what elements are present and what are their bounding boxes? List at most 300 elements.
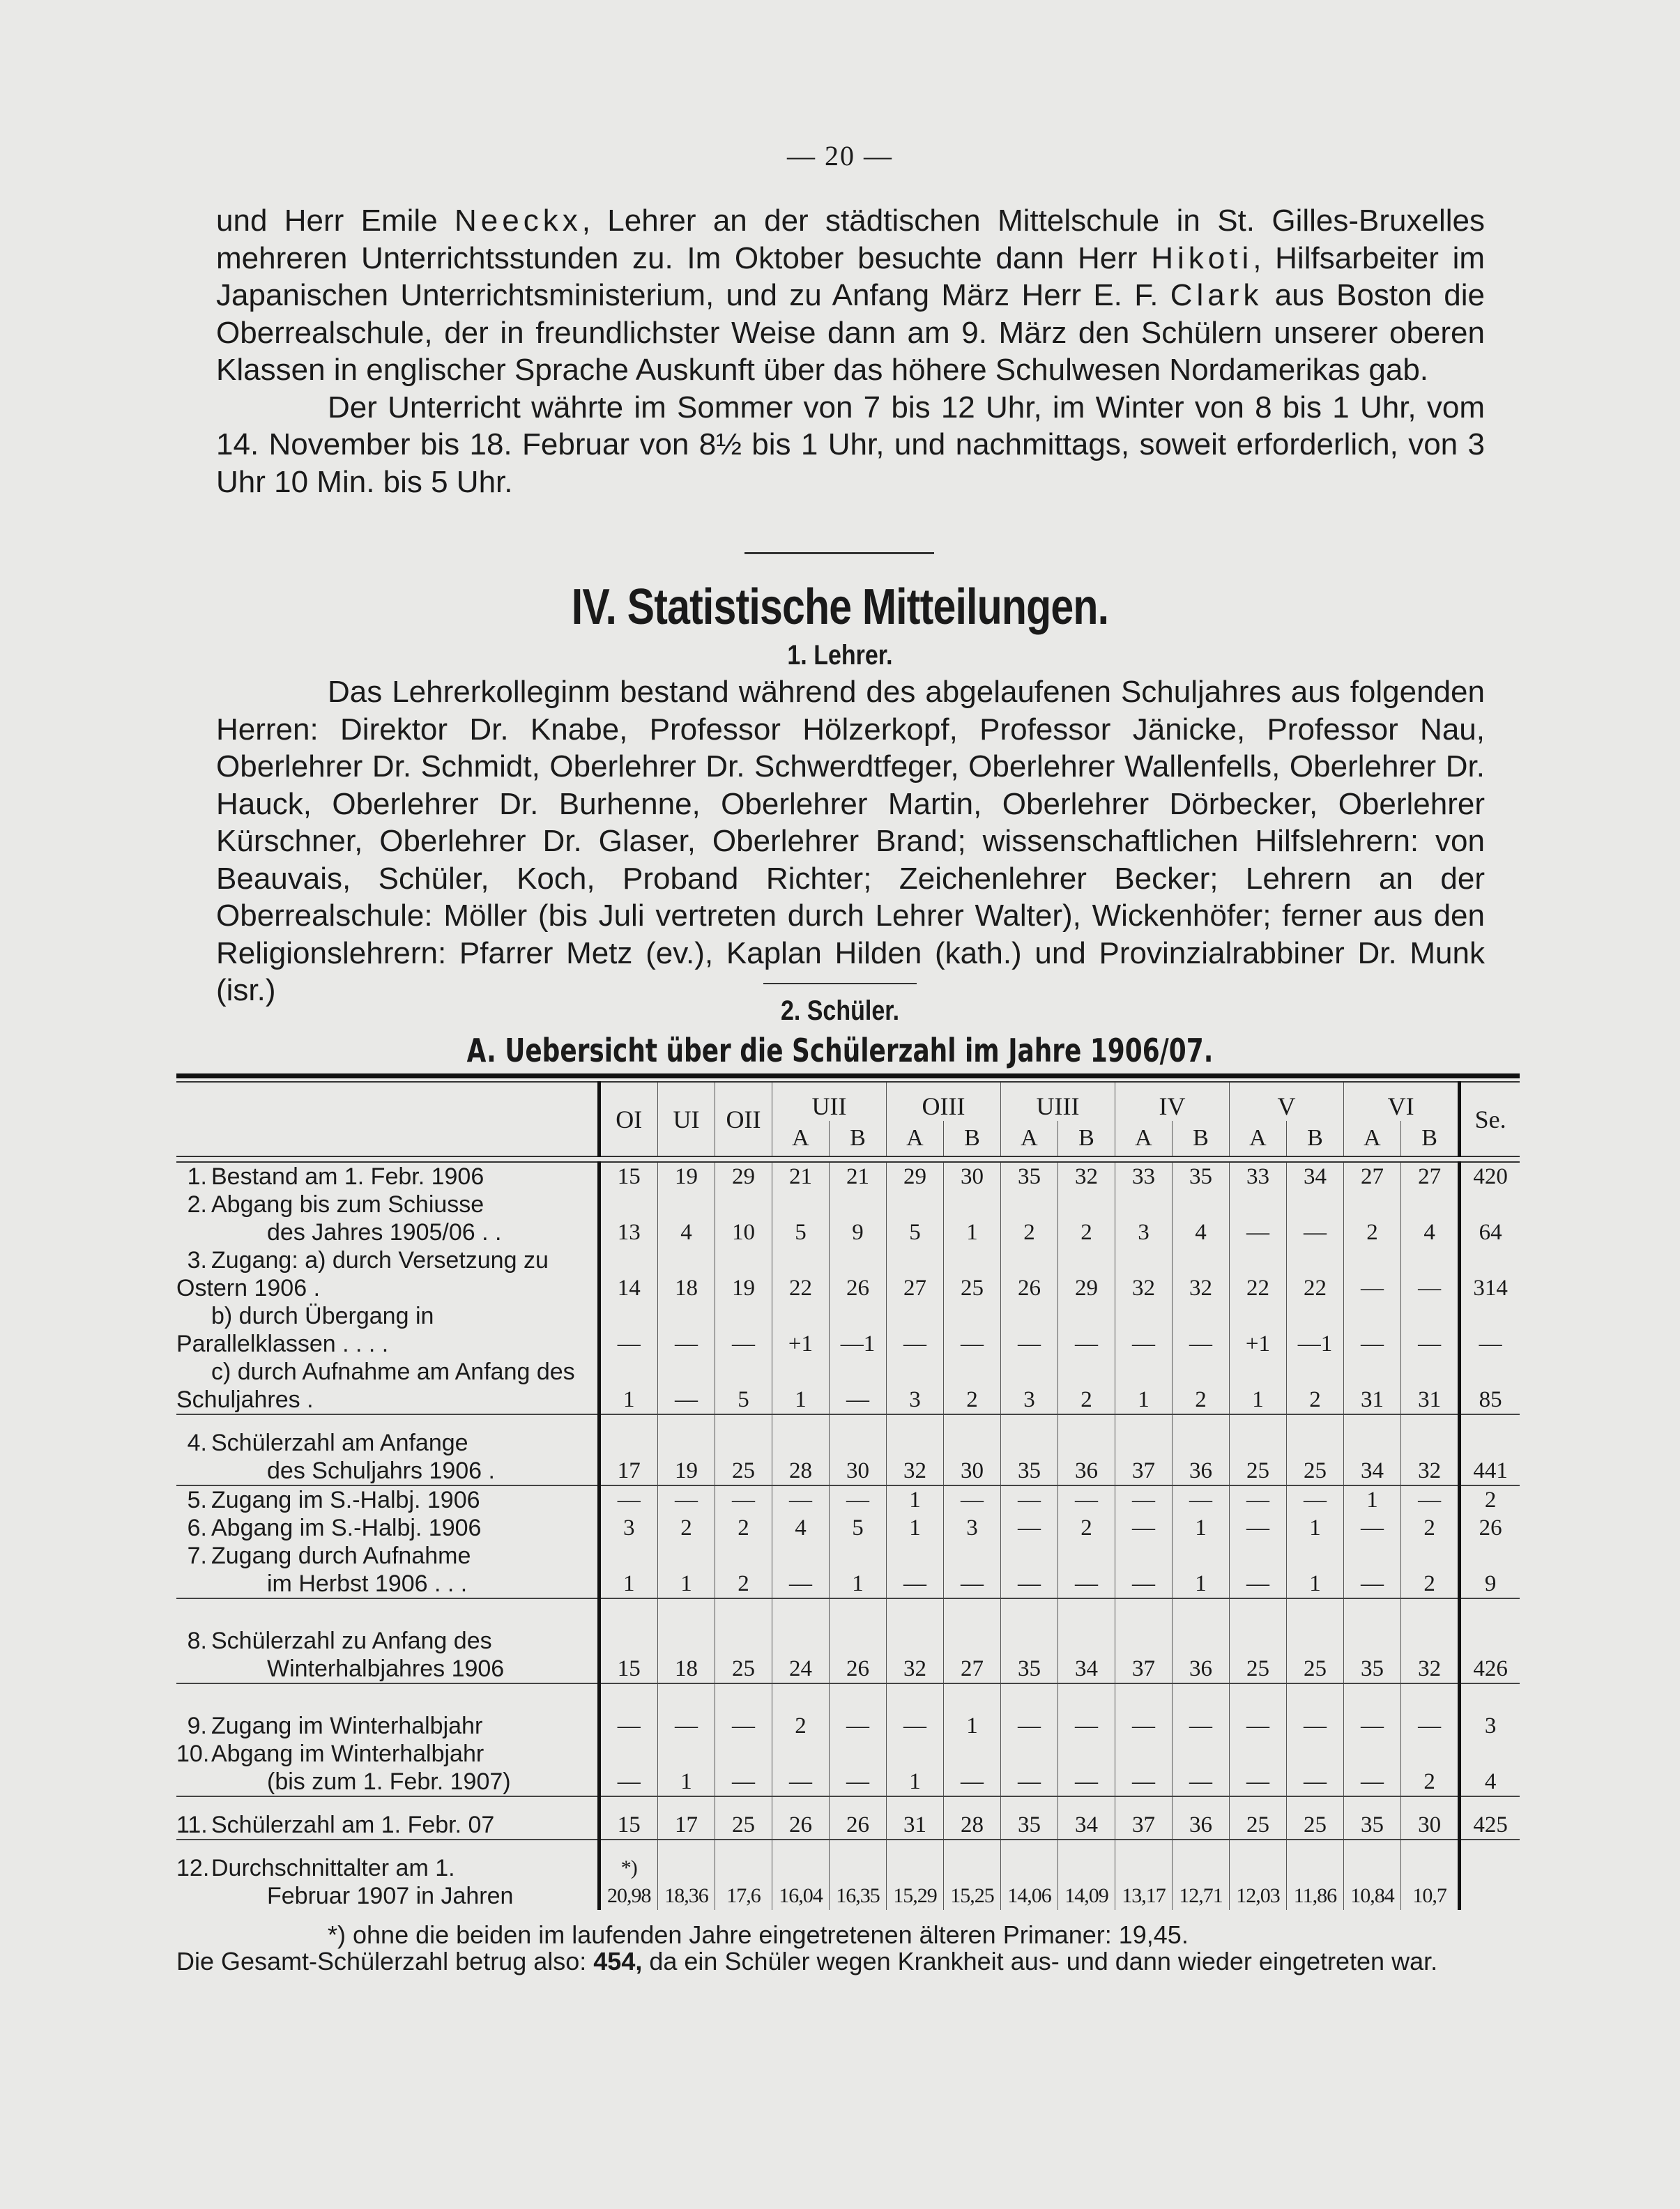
value-cell: 1 <box>599 1358 657 1414</box>
row-number: 3. <box>187 1247 207 1274</box>
value-cell: 16,04 <box>772 1840 829 1910</box>
value-cell: 12,03 <box>1229 1840 1286 1910</box>
class-header-ui: UI <box>657 1082 715 1156</box>
value-cell: 2 <box>1057 1191 1115 1246</box>
row-label <box>176 1542 599 1598</box>
value-cell: — <box>1400 1485 1459 1514</box>
section-divider <box>744 552 934 554</box>
value-cell: 31 <box>886 1796 943 1840</box>
value-cell: 31 <box>1400 1358 1459 1414</box>
value-cell: 32 <box>1057 1162 1115 1191</box>
value-cell: — <box>886 1302 943 1358</box>
spaced-name: Hikoti <box>1151 240 1253 275</box>
value-cell: — <box>829 1485 886 1514</box>
value-cell: — <box>886 1683 943 1740</box>
value-cell: 17,6 <box>715 1840 772 1910</box>
spaced-name: Neeckx <box>455 204 582 238</box>
value-cell: 10 <box>715 1191 772 1246</box>
value-cell: — <box>1172 1740 1229 1796</box>
subclass-header: B <box>1400 1121 1459 1156</box>
value-cell: 14,09 <box>1057 1840 1115 1910</box>
value-cell: 3 <box>599 1514 657 1542</box>
table-body <box>176 1162 1520 1910</box>
intro-paragraph-2: Der Unterricht währte im Sommer von 7 bis 12 Uhr, im Winter von 8 bis 1 Uhr, vom 14. November bis 18. Februar von 8½ bis 1 Uhr, und nachmittags, soweit erforderlich, von 3 Uhr 10 Min. bis 5 Uhr. <box>216 390 1485 499</box>
value-cell: — <box>715 1485 772 1514</box>
text-run: aus Boston die Oberrealschule, der in freundlichster Weise dann am 9. März den Schülern unserer oberen Klassen in englischer Sprache Auskunft über das höhere Schulwesen Nordamerikas gab. <box>216 278 1485 387</box>
value-cell: 1 <box>886 1485 943 1514</box>
value-cell: 3 <box>886 1358 943 1414</box>
value-cell: 2 <box>715 1542 772 1598</box>
class-header-oiii: OIII <box>886 1082 1000 1121</box>
value-cell: 30 <box>829 1414 886 1485</box>
value-cell: — <box>1229 1191 1286 1246</box>
value-cell: 5 <box>715 1358 772 1414</box>
table-row <box>176 1414 1520 1485</box>
value-cell: — <box>772 1740 829 1796</box>
value-cell: 21 <box>829 1162 886 1191</box>
row-label-line: Zugang im Winterhalbjahr <box>211 1713 483 1739</box>
value-cell: 34 <box>1057 1796 1115 1840</box>
value-cell: — <box>1343 1246 1400 1302</box>
value-cell: — <box>1229 1514 1286 1542</box>
row-label-line: Abgang bis zum Schiusse <box>211 1191 484 1218</box>
row-label-line: des Schuljahrs 1906 . <box>267 1458 495 1484</box>
value-cell: — <box>829 1740 886 1796</box>
value-cell: — <box>829 1683 886 1740</box>
value-cell: 18,36 <box>657 1840 715 1910</box>
value-cell: — <box>772 1485 829 1514</box>
value-cell: — <box>1343 1302 1400 1358</box>
value-cell: 29 <box>1057 1246 1115 1302</box>
table-row <box>176 1683 1520 1740</box>
value-cell: 25 <box>1229 1414 1286 1485</box>
value-cell: 34 <box>1286 1162 1343 1191</box>
value-cell: — <box>1115 1683 1172 1740</box>
value-cell: 1 <box>1115 1358 1172 1414</box>
value-cell: 1 <box>772 1358 829 1414</box>
value-cell: — <box>1400 1246 1459 1302</box>
row-label-line: Februar 1907 in Jahren <box>267 1883 514 1909</box>
value-cell: — <box>1000 1542 1057 1598</box>
subclass-header: A <box>772 1121 829 1156</box>
value-cell: 33 <box>1229 1162 1286 1191</box>
value-cell: 2 <box>1400 1740 1459 1796</box>
subclass-header: A <box>886 1121 943 1156</box>
value-cell: 32 <box>1172 1246 1229 1302</box>
subclass-header: A <box>1000 1121 1057 1156</box>
value-cell: 2 <box>657 1514 715 1542</box>
spaced-name: Clark <box>1170 278 1263 312</box>
subclass-header: B <box>1286 1121 1343 1156</box>
value-cell: 19 <box>715 1246 772 1302</box>
row-label <box>176 1246 599 1302</box>
value-cell: 16,35 <box>829 1840 886 1910</box>
value-cell: 32 <box>886 1414 943 1485</box>
text-run: , Lehrer an der städtischen Mittelschule in St. Gilles-Bruxelles mehreren Unterrichtsstunden zu. Im Oktober besuchte dann Herr <box>216 204 1485 275</box>
total-cell: — <box>1460 1302 1520 1358</box>
value-cell: 1 <box>1343 1485 1400 1514</box>
value-cell: — <box>1000 1740 1057 1796</box>
row-number: 11. <box>176 1812 208 1838</box>
row-number: 2. <box>187 1191 207 1218</box>
value-cell: 1 <box>657 1542 715 1598</box>
class-header-uiii: UIII <box>1000 1082 1115 1121</box>
value-cell: 2 <box>1400 1514 1459 1542</box>
value-cell: 25 <box>715 1796 772 1840</box>
value-cell: 3 <box>943 1514 1000 1542</box>
text-run: , Hilfsarbeiter im Japanischen Unterrichtsministerium, und zu Anfang März Herr E. F. <box>216 240 1485 312</box>
value-cell: 24 <box>772 1598 829 1683</box>
value-cell: — <box>1229 1683 1286 1740</box>
value-cell: 35 <box>1000 1414 1057 1485</box>
value-cell: 10,84 <box>1343 1840 1400 1910</box>
value-cell: — <box>1343 1740 1400 1796</box>
subclass-header: B <box>829 1121 886 1156</box>
class-header-v: V <box>1229 1082 1343 1121</box>
value-cell: 2 <box>1343 1191 1400 1246</box>
total-value: 454, <box>593 1947 643 1975</box>
value-cell: 15 <box>599 1162 657 1191</box>
value-cell: 4 <box>1172 1191 1229 1246</box>
subsection-divider <box>763 983 917 984</box>
table-row <box>176 1162 1520 1191</box>
value-cell: — <box>1115 1485 1172 1514</box>
value-cell: — <box>599 1683 657 1740</box>
table-row <box>176 1796 1520 1840</box>
table-row <box>176 1740 1520 1796</box>
value-cell: — <box>1172 1302 1229 1358</box>
total-cell <box>1460 1840 1520 1910</box>
header-label-blank <box>176 1082 599 1156</box>
value-cell: 19 <box>657 1162 715 1191</box>
value-cell: 17 <box>657 1796 715 1840</box>
value-cell: 26 <box>772 1796 829 1840</box>
value-cell: 35 <box>1343 1796 1400 1840</box>
row-label <box>176 1840 599 1910</box>
value-cell: 27 <box>886 1246 943 1302</box>
value-cell: 36 <box>1172 1796 1229 1840</box>
row-label-line: (bis zum 1. Febr. 1907) <box>267 1768 511 1795</box>
value-cell: — <box>1057 1740 1115 1796</box>
footnote-total <box>176 1947 1437 1976</box>
value-cell: — <box>1229 1740 1286 1796</box>
total-cell: 85 <box>1460 1358 1520 1414</box>
value-cell: 12,71 <box>1172 1840 1229 1910</box>
value-cell: 2 <box>1000 1191 1057 1246</box>
total-cell: 9 <box>1460 1542 1520 1598</box>
row-label-line: Abgang im S.-Halbj. 1906 <box>211 1515 482 1541</box>
value-cell: 27 <box>1400 1162 1459 1191</box>
value-cell: 22 <box>772 1246 829 1302</box>
value-cell: — <box>1000 1302 1057 1358</box>
value-cell: — <box>657 1302 715 1358</box>
value-cell: 25 <box>1286 1796 1343 1840</box>
total-cell: 426 <box>1460 1598 1520 1683</box>
lehrer-heading: 1. Lehrer. <box>787 640 893 671</box>
value-cell: 25 <box>943 1246 1000 1302</box>
value-cell: 31 <box>1343 1358 1400 1414</box>
row-label-line: Bestand am 1. Febr. 1906 <box>211 1163 484 1190</box>
row-label <box>176 1358 599 1414</box>
value-cell: 2 <box>1286 1358 1343 1414</box>
value-cell: 1 <box>599 1542 657 1598</box>
row-number: 9. <box>187 1713 207 1739</box>
value-cell: — <box>829 1358 886 1414</box>
value-cell: 15 <box>599 1796 657 1840</box>
value-cell: 34 <box>1057 1598 1115 1683</box>
value-cell: 30 <box>943 1414 1000 1485</box>
table-row <box>176 1302 1520 1358</box>
value-cell: +1 <box>1229 1302 1286 1358</box>
row-label-line: Zugang durch Aufnahme <box>211 1543 471 1569</box>
row-number: 7. <box>187 1543 207 1569</box>
value-cell: 14 <box>599 1246 657 1302</box>
value-cell: — <box>1115 1542 1172 1598</box>
value-cell: — <box>1000 1514 1057 1542</box>
footnote-age: *) ohne die beiden im laufenden Jahre eingetretenen älteren Primaner: 19,45. <box>328 1920 1189 1949</box>
value-cell: 29 <box>886 1162 943 1191</box>
row-label <box>176 1683 599 1740</box>
table-row <box>176 1485 1520 1514</box>
value-cell: — <box>1115 1302 1172 1358</box>
table-row <box>176 1598 1520 1683</box>
value-cell: 19 <box>657 1414 715 1485</box>
class-header-iv: IV <box>1115 1082 1229 1121</box>
value-cell: — <box>943 1485 1000 1514</box>
value-cell: 32 <box>886 1598 943 1683</box>
value-cell: 13,17 <box>1115 1840 1172 1910</box>
total-header: Se. <box>1460 1082 1520 1156</box>
total-cell: 2 <box>1460 1485 1520 1514</box>
value-cell: — <box>1172 1683 1229 1740</box>
value-cell: 9 <box>829 1191 886 1246</box>
value-cell: 3 <box>1115 1191 1172 1246</box>
row-label-line: Schülerzahl zu Anfang des <box>211 1628 492 1654</box>
value-cell: 30 <box>1400 1796 1459 1840</box>
value-cell: — <box>1057 1302 1115 1358</box>
total-cell: 64 <box>1460 1191 1520 1246</box>
value-cell: 5 <box>772 1191 829 1246</box>
row-label <box>176 1740 599 1796</box>
schueler-heading: 2. Schüler. <box>780 995 900 1026</box>
value-cell: — <box>599 1302 657 1358</box>
table-row <box>176 1514 1520 1542</box>
value-cell: 3 <box>1000 1358 1057 1414</box>
value-cell: — <box>1115 1514 1172 1542</box>
value-cell: — <box>1286 1191 1343 1246</box>
value-cell: *) 20,98 <box>599 1840 657 1910</box>
row-number: 1. <box>187 1163 207 1190</box>
value-cell: — <box>1229 1485 1286 1514</box>
table-row <box>176 1246 1520 1302</box>
subclass-header: B <box>1057 1121 1115 1156</box>
lehrer-text <box>216 673 1485 1009</box>
table-row <box>176 1358 1520 1414</box>
value-cell: 14,06 <box>1000 1840 1057 1910</box>
row-label-line: b) durch Übergang in Parallelklassen . . . . <box>176 1303 434 1357</box>
value-cell: — <box>1057 1485 1115 1514</box>
row-label <box>176 1485 599 1514</box>
value-cell: 18 <box>657 1246 715 1302</box>
value-cell: 37 <box>1115 1796 1172 1840</box>
value-cell: — <box>1286 1740 1343 1796</box>
class-header-oi: OI <box>599 1082 657 1156</box>
value-cell: 4 <box>657 1191 715 1246</box>
total-cell: 314 <box>1460 1246 1520 1302</box>
value-cell: — <box>1400 1302 1459 1358</box>
value-cell: — <box>599 1485 657 1514</box>
value-cell: 10,7 <box>1400 1840 1459 1910</box>
class-header-oii: OII <box>715 1082 772 1156</box>
subclass-header: A <box>1229 1121 1286 1156</box>
value-cell: 1 <box>1172 1542 1229 1598</box>
table-row <box>176 1191 1520 1246</box>
value-cell: 1 <box>943 1191 1000 1246</box>
value-cell: 36 <box>1172 1598 1229 1683</box>
subclass-header: B <box>1172 1121 1229 1156</box>
table-top-rule <box>176 1076 1520 1083</box>
value-cell: 22 <box>1286 1246 1343 1302</box>
value-cell: — <box>943 1740 1000 1796</box>
subclass-header: A <box>1343 1121 1400 1156</box>
value-cell: 1 <box>1172 1514 1229 1542</box>
row-label <box>176 1598 599 1683</box>
value-cell: 1 <box>1286 1542 1343 1598</box>
total-prefix: Die Gesamt-Schülerzahl betrug also: <box>176 1947 594 1975</box>
value-cell: — <box>772 1542 829 1598</box>
row-label <box>176 1302 599 1358</box>
value-cell: 25 <box>715 1414 772 1485</box>
row-label-line: Zugang im S.-Halbj. 1906 <box>211 1487 480 1513</box>
value-cell: 1 <box>943 1683 1000 1740</box>
value-cell: — <box>1000 1683 1057 1740</box>
value-cell: 1 <box>886 1514 943 1542</box>
value-cell: — <box>1229 1542 1286 1598</box>
row-label-line: Schülerzahl am Anfange <box>211 1430 468 1456</box>
value-cell: — <box>1400 1683 1459 1740</box>
value-cell: — <box>1115 1740 1172 1796</box>
value-cell: 2 <box>1057 1358 1115 1414</box>
value-cell: 37 <box>1115 1414 1172 1485</box>
intro-text <box>216 202 1485 500</box>
value-cell: 22 <box>1229 1246 1286 1302</box>
table-row <box>176 1542 1520 1598</box>
value-cell: — <box>657 1358 715 1414</box>
row-label <box>176 1162 599 1191</box>
value-cell: 4 <box>1400 1191 1459 1246</box>
row-label-line: Schülerzahl am 1. Febr. 07 <box>211 1812 495 1838</box>
value-cell: 32 <box>1400 1414 1459 1485</box>
total-cell: 420 <box>1460 1162 1520 1191</box>
value-cell: — <box>657 1485 715 1514</box>
value-cell: 2 <box>772 1683 829 1740</box>
value-cell: 21 <box>772 1162 829 1191</box>
row-label <box>176 1796 599 1840</box>
total-cell: 441 <box>1460 1414 1520 1485</box>
value-cell: 35 <box>1172 1162 1229 1191</box>
row-label <box>176 1414 599 1485</box>
value-cell: 26 <box>829 1246 886 1302</box>
value-cell: 25 <box>1229 1598 1286 1683</box>
value-cell: 35 <box>1343 1598 1400 1683</box>
value-cell: 1 <box>1286 1514 1343 1542</box>
value-cell: 30 <box>943 1162 1000 1191</box>
section-title: IV. Statistische Mitteilungen. <box>571 579 1109 635</box>
value-cell: — <box>1057 1683 1115 1740</box>
value-cell: — <box>599 1740 657 1796</box>
lehrer-paragraph: Das Lehrerkolleginm bestand während des abgelaufenen Schuljahres aus folgenden Herren: Direktor Dr. Knabe, Professor Hölzerkopf, Professor Jänicke, Professor Nau, Oberlehrer Dr. Schmidt, Oberlehrer Dr. Schwerdtfeger, Oberlehrer Wallenfells, Oberlehrer Dr. Hauck, Oberlehrer Dr. Burhenne, Oberlehrer Martin, Oberlehrer Dörbecker, Oberlehrer Kürschner, Oberlehrer Dr. Glaser, Oberlehrer Brand; wissenschaftlichen Hilfslehrern: von Beauvais, Schüler, Koch, Proband Richter; Zeichenlehrer Becker; Lehrern an der Oberrealschule: Möller (bis Juli vertreten durch Lehrer Walter), Wickenhöfer; ferner aus den Religionslehrern: Pfarrer Metz (ev.), Kaplan Hilden (kath.) und Provinzialrabbiner Dr. Munk (isr.) <box>216 675 1485 1007</box>
value-cell: 27 <box>943 1598 1000 1683</box>
value-cell: 17 <box>599 1414 657 1485</box>
value-cell: —1 <box>1286 1302 1343 1358</box>
value-cell: 25 <box>1286 1414 1343 1485</box>
row-label-line: im Herbst 1906 . . . <box>267 1570 468 1597</box>
value-cell: 1 <box>886 1740 943 1796</box>
row-number: 5. <box>187 1487 207 1513</box>
value-cell: 4 <box>772 1514 829 1542</box>
value-cell: 11,86 <box>1286 1840 1343 1910</box>
value-cell: 33 <box>1115 1162 1172 1191</box>
value-cell: 15,29 <box>886 1840 943 1910</box>
row-label-line: des Jahres 1905/06 . . <box>267 1219 502 1246</box>
value-cell: 5 <box>886 1191 943 1246</box>
value-cell: — <box>1343 1683 1400 1740</box>
value-cell: 2 <box>1057 1514 1115 1542</box>
value-cell: 28 <box>943 1796 1000 1840</box>
value-cell: 26 <box>829 1796 886 1840</box>
header-bottom-rule <box>176 1156 1520 1162</box>
student-statistics-table <box>176 1073 1520 1910</box>
value-cell: — <box>943 1302 1000 1358</box>
row-number: 12. <box>176 1855 210 1881</box>
value-cell: 25 <box>1286 1598 1343 1683</box>
subclass-header: B <box>943 1121 1000 1156</box>
text-run: und Herr Emile <box>216 204 455 238</box>
value-cell: — <box>1057 1542 1115 1598</box>
value-cell: 2 <box>715 1514 772 1542</box>
row-number: 4. <box>187 1430 207 1456</box>
value-cell: — <box>657 1683 715 1740</box>
table-title: A. Uebersicht über die Schülerzahl im Jahre 1906/07. <box>466 1032 1214 1069</box>
total-cell: 26 <box>1460 1514 1520 1542</box>
value-cell: 2 <box>1400 1542 1459 1598</box>
value-cell: 26 <box>829 1598 886 1683</box>
subclass-header: A <box>1115 1121 1172 1156</box>
intro-paragraph-1 <box>216 202 1485 389</box>
value-cell: 2 <box>943 1358 1000 1414</box>
value-cell: 1 <box>1229 1358 1286 1414</box>
value-cell: — <box>1343 1514 1400 1542</box>
value-cell: 32 <box>1115 1246 1172 1302</box>
value-cell: 27 <box>1343 1162 1400 1191</box>
value-cell: 25 <box>1229 1796 1286 1840</box>
value-cell: 26 <box>1000 1246 1057 1302</box>
value-cell: — <box>715 1740 772 1796</box>
value-cell: 29 <box>715 1162 772 1191</box>
value-cell: 35 <box>1000 1796 1057 1840</box>
value-cell: 34 <box>1343 1414 1400 1485</box>
row-label <box>176 1191 599 1246</box>
row-label-line: Winterhalbjahres 1906 <box>267 1656 505 1682</box>
value-cell: — <box>1286 1683 1343 1740</box>
row-label-line: Durchschnittalter am 1. <box>211 1855 455 1881</box>
value-cell: 36 <box>1057 1414 1115 1485</box>
value-cell: 32 <box>1400 1598 1459 1683</box>
value-cell: —1 <box>829 1302 886 1358</box>
value-cell: 2 <box>1172 1358 1229 1414</box>
row-label-line: Zugang: a) durch Versetzung zu Ostern 1906 . <box>176 1247 549 1301</box>
value-cell: — <box>1343 1542 1400 1598</box>
